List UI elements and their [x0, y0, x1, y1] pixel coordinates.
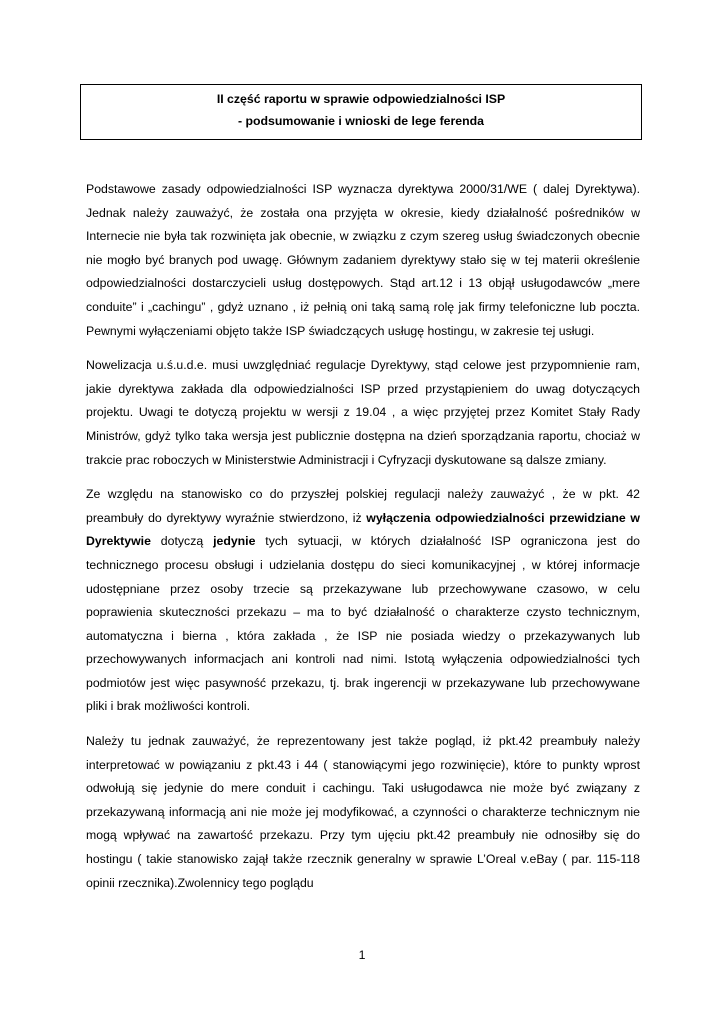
paragraph-3-text-a: Ze względu na stanowisko co do przyszłej polskiej regulacji należy zauważyć , że w pkt. 42 preambuły do dyrektywy wyraźnie stwierdzono, iż	[86, 487, 640, 525]
paragraph-3-bold-a: wyłączenia odpowiedzialności przewidziane w Dyrektywie	[86, 510, 640, 549]
paragraph-3-bold-b: jedynie	[213, 534, 256, 549]
paragraph-3-text-c: tych sytuacji, w których działalność ISP ograniczona jest do technicznego procesu obsługi i udzielania dostępu do sieci komunikacyjnej , w której informacje udostępniane przez osoby trzecie są przekazywane lub przechowywane czasowo, w celu poprawienia skuteczności przekazu – ma to być działalność o charakterze czysto technicznym, automatyczna i bierna , która zakłada , że ISP nie posiada wiedzy o przekazywanych lub przechowywanych informacjach ani kontroli nad nimi. Istotą wyłączenia odpowiedzialności tych podmiotów jest więc pasywność przekazu, tj. brak ingerencji w przekazywane lub przechowywane pliki i brak możliwości kontroli.	[86, 534, 640, 714]
paragraph-1: Podstawowe zasady odpowiedzialności ISP wyznacza dyrektywa 2000/31/WE ( dalej Dyrektywa). Jednak należy zauważyć, że została ona przyjęta w okresie, kiedy działalność pośredników w Internecie nie była tak rozwinięta jak obecnie, w związku z czym szereg usług świadczonych obecnie nie mogło być branych pod uwagę. Głównym zadaniem dyrektywy stało się w tej materii określenie odpowiedzialności dostarczycieli usług dostępowych. Stąd art.12 i 13 objął usługodawców „mere conduite” i „cachingu” , gdyż uznano , iż pełnią oni taką samą rolę jak firmy telefoniczne lub poczta. Pewnymi wyłączeniami objęto także ISP świadczących usługę hostingu, w zakresie tej usługi.	[86, 182, 640, 338]
report-title-line-2: - podsumowanie i wnioski de lege ferenda	[238, 114, 484, 128]
paragraph-3	[86, 483, 640, 719]
paragraph-2: Nowelizacja u.ś.u.d.e. musi uwzględniać regulacje Dyrektywy, stąd celowe jest przypomnienie ram, jakie dyrektywa zakłada dla odpowiedzialności ISP przed przystąpieniem do uwag dotyczących projektu. Uwagi te dotyczą projektu w wersji z 19.04 , a więc przyjętej przez Komitet Stały Rady Ministrów, gdyż tylko taka wersja jest publicznie dostępna na dzień sporządzania raportu, chociaż w trakcie prac roboczych w Ministerstwie Administracji i Cyfryzacji dyskutowane są dalsze zmiany.	[86, 358, 640, 467]
report-title-box	[80, 84, 642, 140]
paragraph-4: Należy tu jednak zauważyć, że reprezentowany jest także pogląd, iż pkt.42 preambuły należy interpretować w powiązaniu z pkt.43 i 44 ( stanowiącymi jego rozwinięcie), które to punkty wprost odwołują się jedynie do mere conduit i cachingu. Taki usługodawca nie może być związany z przekazywaną informacją ani nie może jej modyfikować, a czynności o charakterze technicznym nie mogą wpływać na zawartość przekazu. Przy tym ujęciu pkt.42 preambuły nie odnosiłby się do hostingu ( takie stanowisko zajął także rzecznik generalny w sprawie L’Oreal v.eBay ( par. 115-118 opinii rzecznika).Zwolennicy tego poglądu	[86, 734, 640, 890]
document-body	[86, 178, 640, 906]
page-number: 1	[358, 948, 366, 962]
report-title-line-1: II część raportu w sprawie odpowiedzialności ISP	[216, 92, 506, 106]
paragraph-3-text-b: dotyczą	[150, 534, 214, 549]
